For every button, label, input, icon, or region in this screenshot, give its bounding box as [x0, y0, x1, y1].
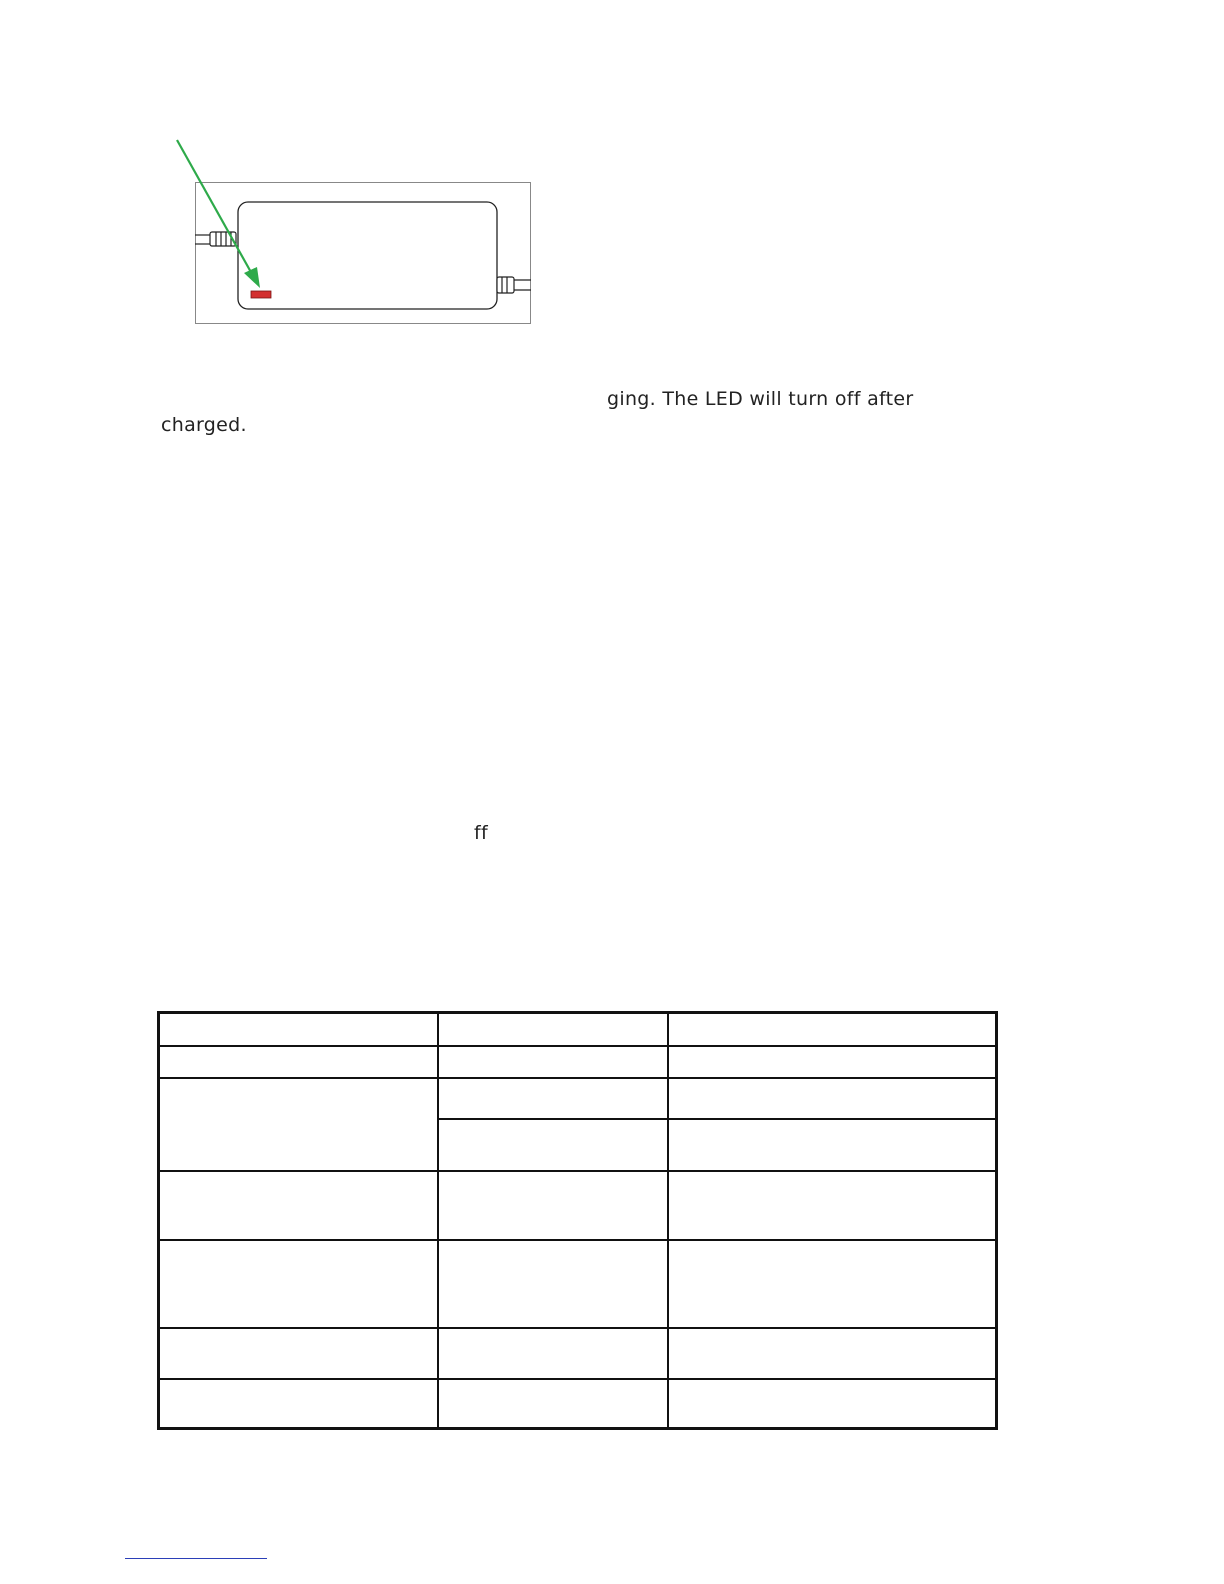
table-cell	[668, 1240, 997, 1328]
table-cell	[438, 1078, 668, 1119]
text-fragment: ff	[474, 822, 488, 844]
table-cell	[438, 1328, 668, 1379]
paragraph-line-1: ging. The LED will turn off after	[607, 388, 914, 410]
table-cell	[159, 1240, 438, 1328]
charger-body	[238, 202, 497, 309]
table-cell	[159, 1046, 438, 1078]
table-row	[159, 1046, 997, 1078]
table-cell	[159, 1171, 438, 1240]
table-cell	[438, 1240, 668, 1328]
table-cell	[668, 1046, 997, 1078]
footer-link-underline[interactable]	[125, 1558, 267, 1559]
table-cell	[668, 1078, 997, 1119]
table-row	[159, 1078, 997, 1119]
table-row	[159, 1013, 997, 1046]
table-row	[159, 1240, 997, 1328]
table-cell	[668, 1171, 997, 1240]
table-cell	[668, 1379, 997, 1429]
charger-diagram	[160, 130, 540, 330]
table-cell	[438, 1013, 668, 1046]
table-cell	[668, 1119, 997, 1171]
spec-table	[157, 1011, 998, 1430]
table-row	[159, 1171, 997, 1240]
led-indicator	[251, 291, 271, 298]
table-cell	[159, 1078, 438, 1171]
right-connector	[497, 277, 514, 293]
table-cell	[668, 1013, 997, 1046]
table-row	[159, 1379, 997, 1429]
table-row	[159, 1328, 997, 1379]
table-cell	[438, 1379, 668, 1429]
paragraph-line-2: charged.	[161, 414, 247, 436]
table-cell	[159, 1013, 438, 1046]
table-cell	[159, 1328, 438, 1379]
table-cell	[438, 1046, 668, 1078]
table-cell	[159, 1379, 438, 1429]
table-cell	[438, 1171, 668, 1240]
table-cell	[668, 1328, 997, 1379]
table-cell	[438, 1119, 668, 1171]
